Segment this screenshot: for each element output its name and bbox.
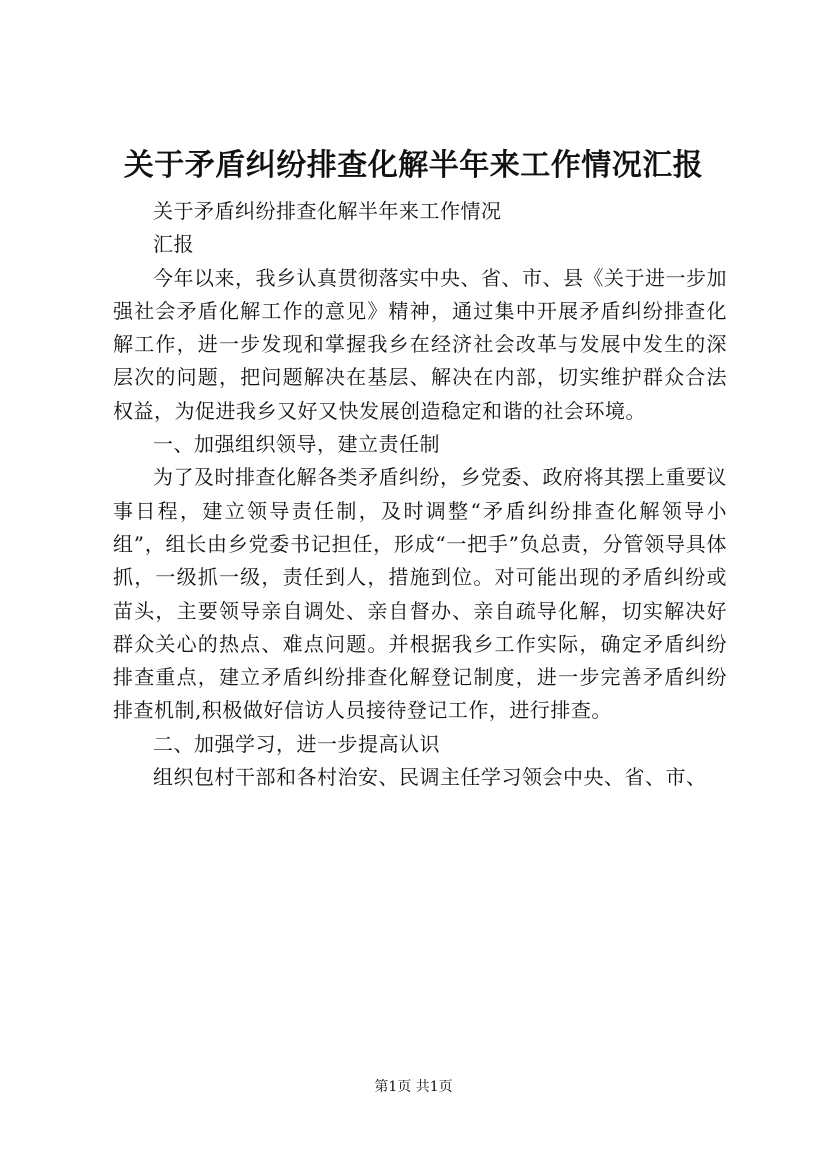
section-2-paragraph: 组织包村干部和各村治安、民调主任学习领会中央、省、市、 bbox=[153, 765, 707, 790]
subtitle-line-1: 关于矛盾纠纷排查化解半年来工作情况 bbox=[153, 199, 502, 223]
page-footer: 第1页 共1页 bbox=[374, 1079, 453, 1095]
section-1-paragraph: 为了及时排查化解各类矛盾纠纷，乡党委、政府将其摆上重要议事日程，建立领导责任制，及时调整“矛盾纠纷排查化解领导小组”，组长由乡党委书记担任，形成“一把手”负总责，分管领导具体抓，一级抓一级，责任到人，措施到位。对可能出现的矛盾纠纷或苗头，主要领导亲自调处、亲自督办、亲自疏导化解，切实解决好群众关心的热点、难点问题。并根据我乡工作实际，确定矛盾纠纷排查重点，建立矛盾纠纷排查化解登记制度，进一步完善矛盾纠纷排查机制,积极做好信访人员接待登记工作，进行排查。 bbox=[113, 465, 727, 723]
document-body bbox=[113, 195, 727, 794]
section-heading-2: 二、加强学习，进一步提高认识 bbox=[153, 731, 440, 756]
subtitle-line-2: 汇报 bbox=[153, 232, 194, 257]
section-heading-1: 一、加强组织领导，建立责任制 bbox=[153, 432, 440, 457]
document-title: 关于矛盾纠纷排查化解半年来工作情况汇报 bbox=[123, 148, 704, 183]
intro-paragraph: 今年以来，我乡认真贯彻落实中央、省、市、县《关于进一步加强社会矛盾化解工作的意见》精神，通过集中开展矛盾纠纷排查化解工作，进一步发现和掌握我乡在经济社会改革与发展中发生的深层次的问题，把问题解决在基层、解决在内部，切实维护群众合法权益，为促进我乡又好又快发展创造稳定和谐的社会环境。 bbox=[113, 265, 727, 423]
